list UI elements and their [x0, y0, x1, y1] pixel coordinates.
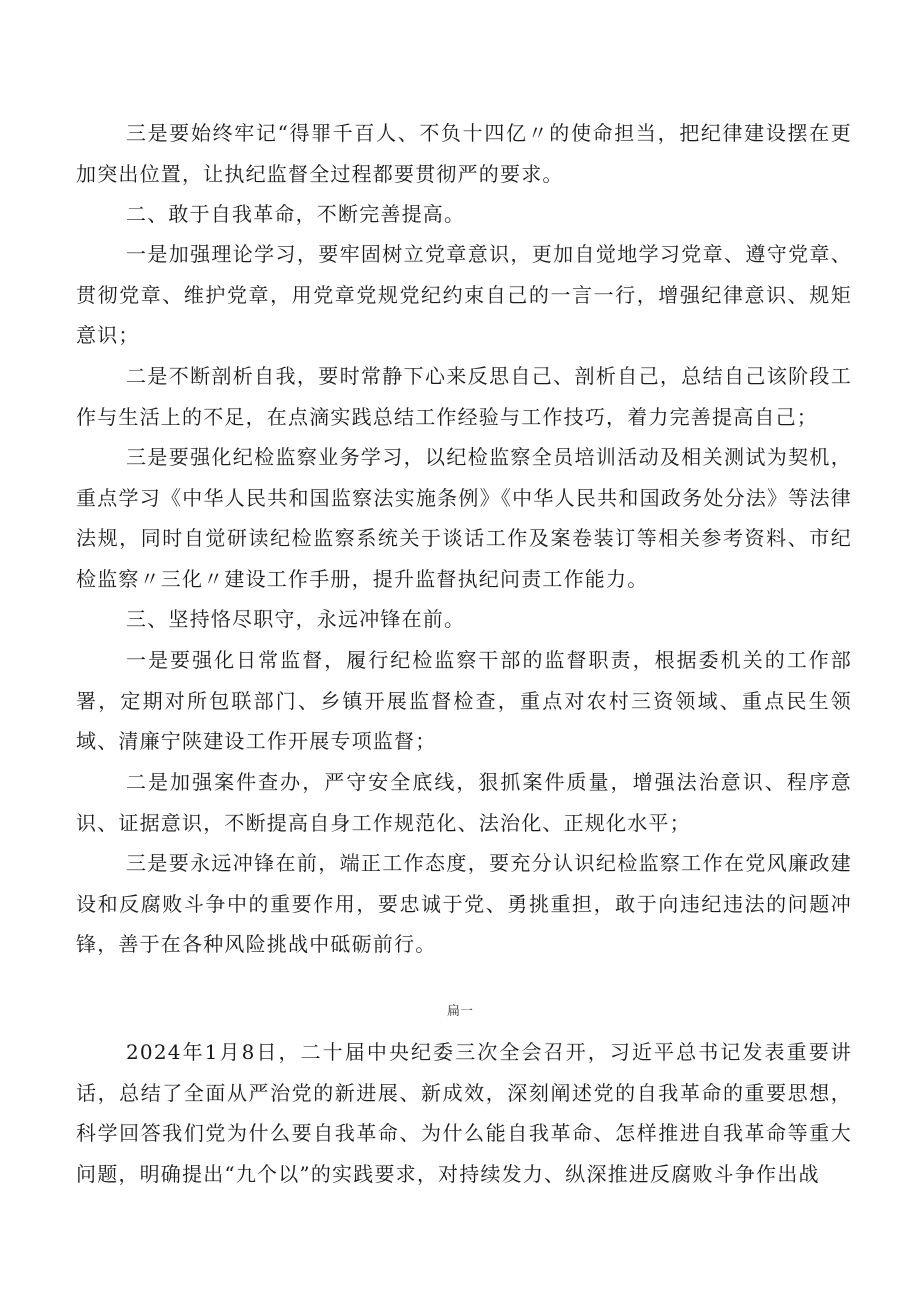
paragraph-case-handling: 二是加强案件查办，严守安全底线，狠抓案件质量，增强法治意识、程序意识、证据意识，不断提高自身工作规范化、法治化、正规化水平；: [76, 770, 852, 835]
section-heading-dedication: 三、坚持恪尽职守，永远冲锋在前。: [126, 607, 466, 631]
section-heading-self-revolution: 二、敢于自我革命，不断完善提高。: [126, 202, 466, 226]
paragraph-discipline-mission: 三是要始终牢记“得罪千百人、不负十四亿〃的使命担当，把纪律建设摆在更加突出位置，让执纪监督全过程都要贯彻严的要求。: [76, 121, 852, 186]
paragraph-forge-ahead: 三是要永远冲锋在前，端正工作态度，要充分认识纪检监察工作在党风廉政建设和反腐败斗争中的重要作用，要忠诚于党、勇挑重担，敢于向违纪违法的问题冲锋，善于在各种风险挑战中砥砺前行。: [76, 851, 852, 956]
paragraph-theory-study: 一是加强理论学习，要牢固树立党章意识，更加自觉地学习党章、遵守党章、贯彻党章、维护党章，用党章党规党纪约束自己的一言一行，增强纪律意识、规矩意识；: [76, 242, 852, 347]
paragraph-plenary-session: 2024年1月8日，二十届中央纪委三次全会召开，习近平总书记发表重要讲话，总结了全面从严治党的新进展、新成效，深刻阐述党的自我革命的重要思想，科学回答我们党为什么要自我革命、为什么能自我革命、怎样推进自我革命等重大问题，明确提出“九个以”的实践要求，对持续发力、纵深推进反腐败斗争作出战: [76, 1040, 852, 1186]
section-title: 扁一: [446, 1004, 473, 1019]
paragraph-daily-supervision: 一是要强化日常监督，履行纪检监察干部的监督职责，根据委机关的工作部署，定期对所包联部门、乡镇开展监督检查，重点对农村三资领域、重点民生领域、清廉宁陕建设工作开展专项监督；: [76, 648, 852, 753]
paragraph-self-analysis: 二是不断剖析自我，要时常静下心来反思自己、剖析自己，总结自己该阶段工作与生活上的不足，在点滴实践总结工作经验与工作技巧，着力完善提高自己；: [76, 364, 852, 429]
paragraph-business-study: 三是要强化纪检监察业务学习，以纪检监察全员培训活动及相关测试为契机，重点学习《中华人民共和国监察法实施条例》《中华人民共和国政务处分法》等法律法规，同时自觉研读纪检监察系统关于谈话工作及案卷装订等相关参考资料、市纪检监察〃三化〃建设工作手册，提升监督执纪问责工作能力。: [76, 445, 852, 591]
